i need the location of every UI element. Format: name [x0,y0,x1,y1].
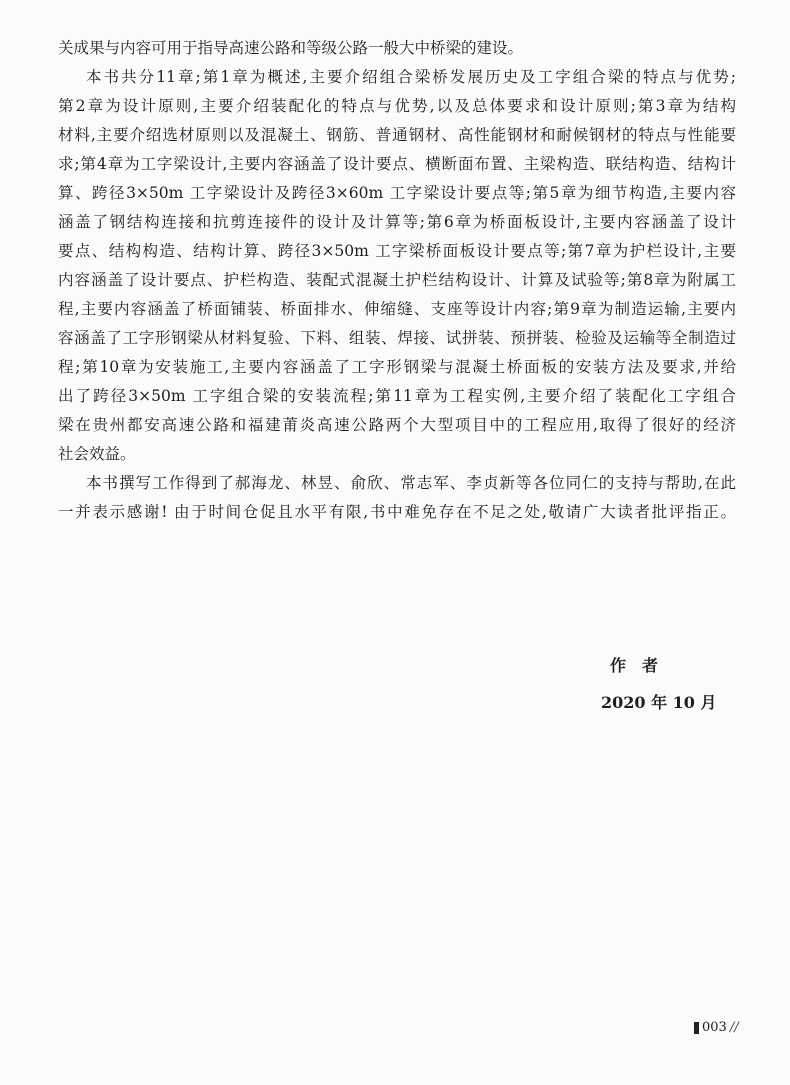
footer-mark: // [729,1020,739,1035]
text-line: 一并表示感谢! 由于时间仓促且水平有限,书中难免存在不足之处,敬请广大读者批评指正。 [58,503,736,521]
text-line: 容涵盖了工字形钢梁从材料复验、下料、组装、焊接、试拼装、预拼装、检验及运输等全制造过 [58,329,736,347]
text-line: 本书撰写工作得到了郝海龙、林昱、俞欣、常志军、李贞新等各位同仁的支持与帮助,在此 [86,474,736,492]
text-line: 梁在贵州都安高速公路和福建莆炎高速公路两个大型项目中的工程应用,取得了很好的经济 [58,416,736,434]
text-line: 出了跨径3×50m 工字组合梁的安装流程;第11章为工程实例,主要介绍了装配化工字组合 [58,387,736,405]
text-line: 求;第4章为工字梁设计,主要内容涵盖了设计要点、横断面布置、主梁构造、联结构造、结构计 [58,155,736,173]
text-line: 本书共分11章;第1章为概述,主要介绍组合梁桥发展历史及工字组合梁的特点与优势; [86,68,736,86]
footer-block-icon [694,1022,699,1034]
text-line: 涵盖了钢结构连接和抗剪连接件的设计及计算等;第6章为桥面板设计,主要内容涵盖了设计 [58,213,736,231]
signature-date: 2020 年 10 月 [601,693,717,712]
page-footer [694,1020,739,1035]
text-line: 第2章为设计原则,主要介绍装配化的特点与优势,以及总体要求和设计原则;第3章为结构 [58,97,736,115]
text-line: 算、跨径3×50m 工字梁设计及跨径3×60m 工字梁设计要点等;第5章为细节构造,主要内容 [58,184,736,202]
text-line: 程,主要内容涵盖了桥面铺装、桥面排水、伸缩缝、支座等设计内容;第9章为制造运输,主要内 [58,300,736,318]
text-line: 社会效益。 [58,445,136,463]
text-line: 材料,主要介绍选材原则以及混凝土、钢筋、普通钢材、高性能钢材和耐候钢材的特点与性能要 [58,126,736,144]
author-signature: 作 者 [610,656,659,675]
text-line: 关成果与内容可用于指导高速公路和等级公路一般大中桥梁的建设。 [58,39,524,57]
text-line: 要点、结构构造、结构计算、跨径3×50m 工字梁桥面板设计要点等;第7章为护栏设计,主要 [58,242,736,260]
page-number: 003 [702,1020,727,1035]
text-line: 内容涵盖了设计要点、护栏构造、装配式混凝土护栏结构设计、计算及试验等;第8章为附属工 [58,271,736,289]
text-line: 程;第10章为安装施工,主要内容涵盖了工字形钢梁与混凝土桥面板的安装方法及要求,并给 [58,358,736,376]
